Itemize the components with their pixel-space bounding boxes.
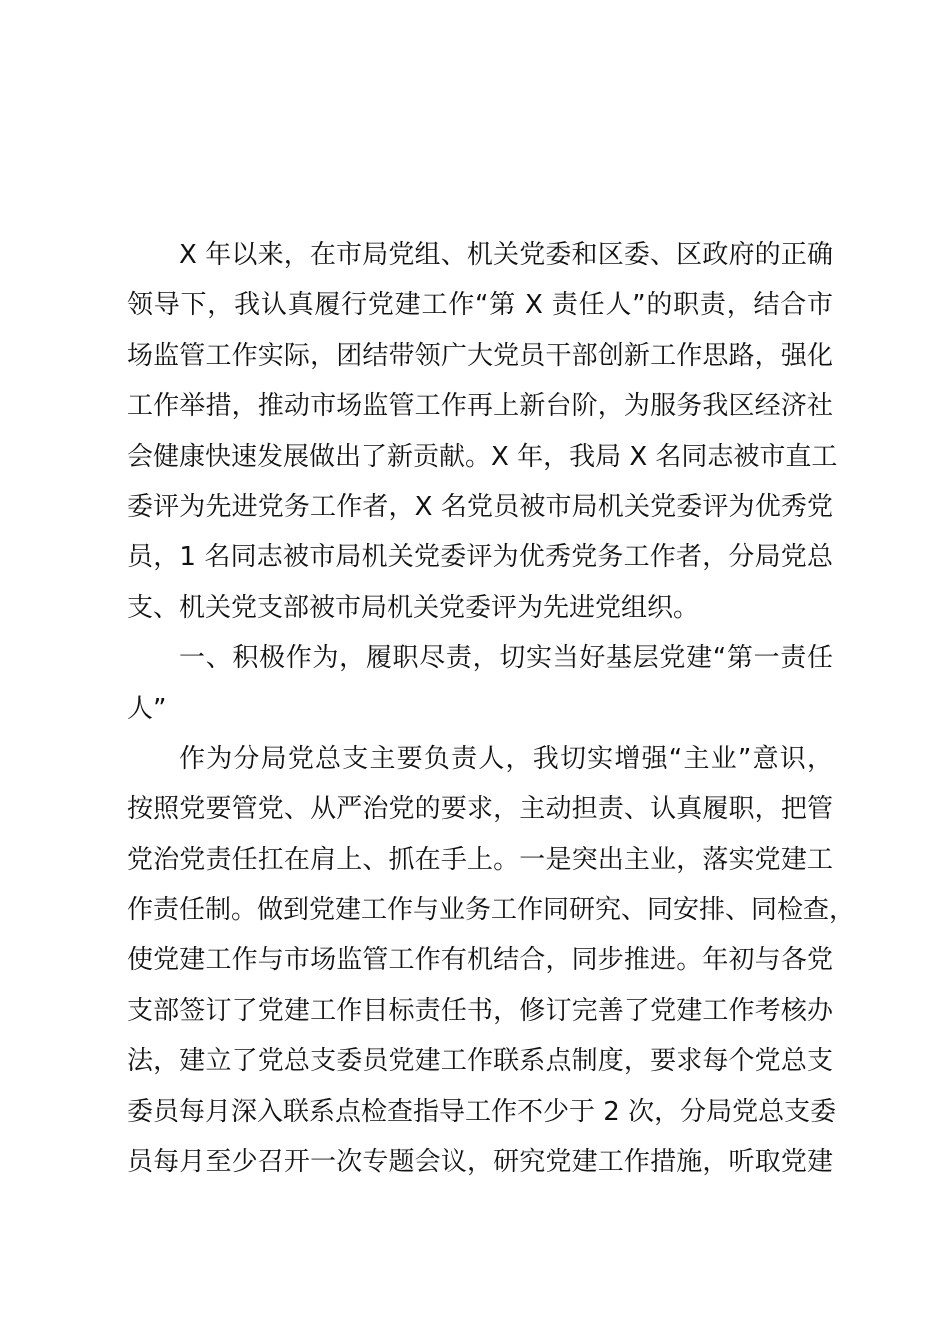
text-line: X 年以来，在市局党组、机关党委和区委、区政府的正确 xyxy=(179,240,833,270)
text-line: 支部签订了党建工作目标责任书，修订完善了党建工作考核办 xyxy=(127,995,833,1026)
section-heading-1 xyxy=(127,633,833,734)
text-line: 法，建立了党总支委员党建工作联系点制度，要求每个党总支 xyxy=(127,1046,833,1077)
text-line: 员每月至少召开一次专题会议，研究党建工作措施，听取党建 xyxy=(127,1147,833,1178)
text-line: 党治党责任扛在肩上、抓在手上。一是突出主业，落实党建工 xyxy=(127,844,833,875)
heading-line: 人” xyxy=(127,693,167,724)
document-body xyxy=(127,230,856,1187)
text-line: 委评为先进党务工作者，X 名党员被市局机关党委评为优秀党 xyxy=(127,491,833,522)
text-line: 委员每月深入联系点检查指导工作不少于 2 次，分局党总支委 xyxy=(127,1096,837,1127)
text-line: 会健康快速发展做出了新贡献。X 年，我局 X 名同志被市直工 xyxy=(127,441,838,472)
paragraph-intro xyxy=(127,230,838,633)
text-line: 使党建工作与市场监管工作有机结合，同步推进。年初与各党 xyxy=(127,945,833,976)
text-line: 按照党要管党、从严治党的要求，主动担责、认真履职，把管 xyxy=(127,794,833,825)
text-line: 支、机关党支部被市局机关党委评为先进党组织。 xyxy=(127,592,700,623)
text-line: 员，1 名同志被市局机关党委评为优秀党务工作者，分局党总 xyxy=(127,542,833,573)
paragraph-section-1 xyxy=(127,734,856,1188)
text-line: 工作举措，推动市场监管工作再上新台阶，为服务我区经济社 xyxy=(127,391,833,422)
text-line: 作为分局党总支主要负责人，我切实增强“主业”意识， xyxy=(179,743,833,774)
text-line: 领导下，我认真履行党建工作“第 X 责任人”的职责，结合市 xyxy=(127,290,833,321)
text-line: 场监管工作实际，团结带领广大党员干部创新工作思路，强化 xyxy=(127,340,833,371)
heading-line: 一、积极作为，履职尽责，切实当好基层党建“第一责任 xyxy=(179,643,833,674)
text-line: 作责任制。做到党建工作与业务工作同研究、同安排、同检查， xyxy=(127,895,856,926)
